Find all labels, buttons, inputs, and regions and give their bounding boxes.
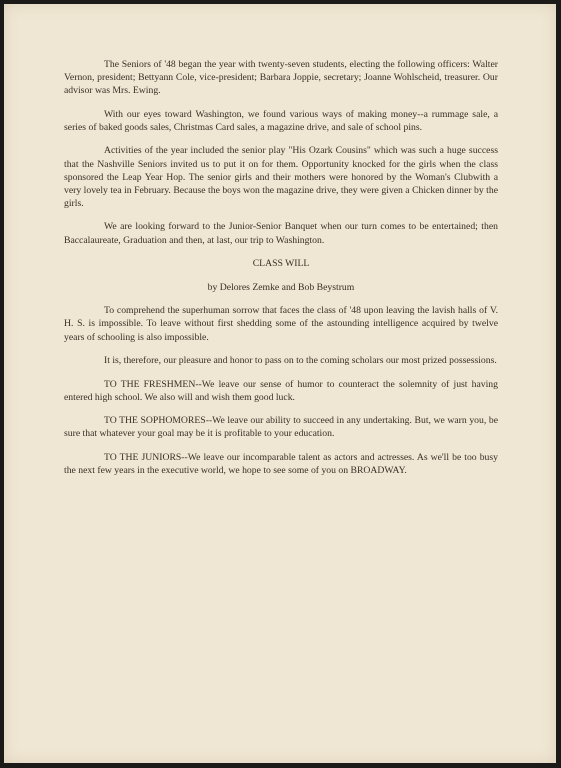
paragraph-looking-forward: We are looking forward to the Junior-Senior Banquet when our turn comes to be entertained; then Baccalaureate, Graduation and then, at last, our trip to Washington. (64, 221, 498, 246)
paragraph-officers: The Seniors of '48 began the year with twenty-seven students, electing the following officers: Walter Vernon, president; Bettyann Cole, vice-president; Barbara Joppie, secretary; Joanne Wohlscheid, treasurer. Our advisor was Mrs. Ewing. (64, 59, 498, 97)
document-page (4, 4, 556, 763)
class-will-byline: by Delores Zemke and Bob Beystrum (207, 282, 355, 294)
will-paragraph-sophomores: TO THE SOPHOMORES--We leave our ability to succeed in any undertaking. But, we warn you, be sure that whatever your goal may be it is profitable to your education. (64, 415, 498, 440)
will-paragraph-possessions: It is, therefore, our pleasure and honor to pass on to the coming scholars our most prized possessions. (104, 355, 497, 367)
will-paragraph-intro: To comprehend the superhuman sorrow that faces the class of '48 upon leaving the lavish halls of V. H. S. is impossible. To leave without first shedding some of the astounding intelligence acquired by twelve years of schooling is also impossible. (64, 305, 498, 343)
paragraph-activities: Activities of the year included the senior play "His Ozark Cousins" which was such a huge success that the Nashville Seniors invited us to put it on for them. Opportunity knocked for the girls when the class sponsored the Leap Year Hop. The senior girls and their mothers were honored by the Woman's Clubwith a very lovely tea in February. Because the boys won the magazine drive, they were given a Chicken dinner by the girls. (64, 145, 498, 209)
class-will-heading: CLASS WILL (252, 258, 310, 270)
paragraph-fundraising: With our eyes toward Washington, we found various ways of making money--a rummage sale, a series of baked goods sales, Christmas Card sales, a magazine drive, and sale of school pins. (64, 108, 498, 133)
will-paragraph-juniors: TO THE JUNIORS--We leave our incomparable talent as actors and actresses. As we'll be too busy the next few years in the executive world, we hope to see some of you on BROADWAY. (64, 452, 498, 477)
page-text (64, 58, 498, 488)
will-paragraph-freshmen: TO THE FRESHMEN--We leave our sense of humor to counteract the solemnity of just having entered high school. We also will and wish them good luck. (64, 378, 498, 403)
